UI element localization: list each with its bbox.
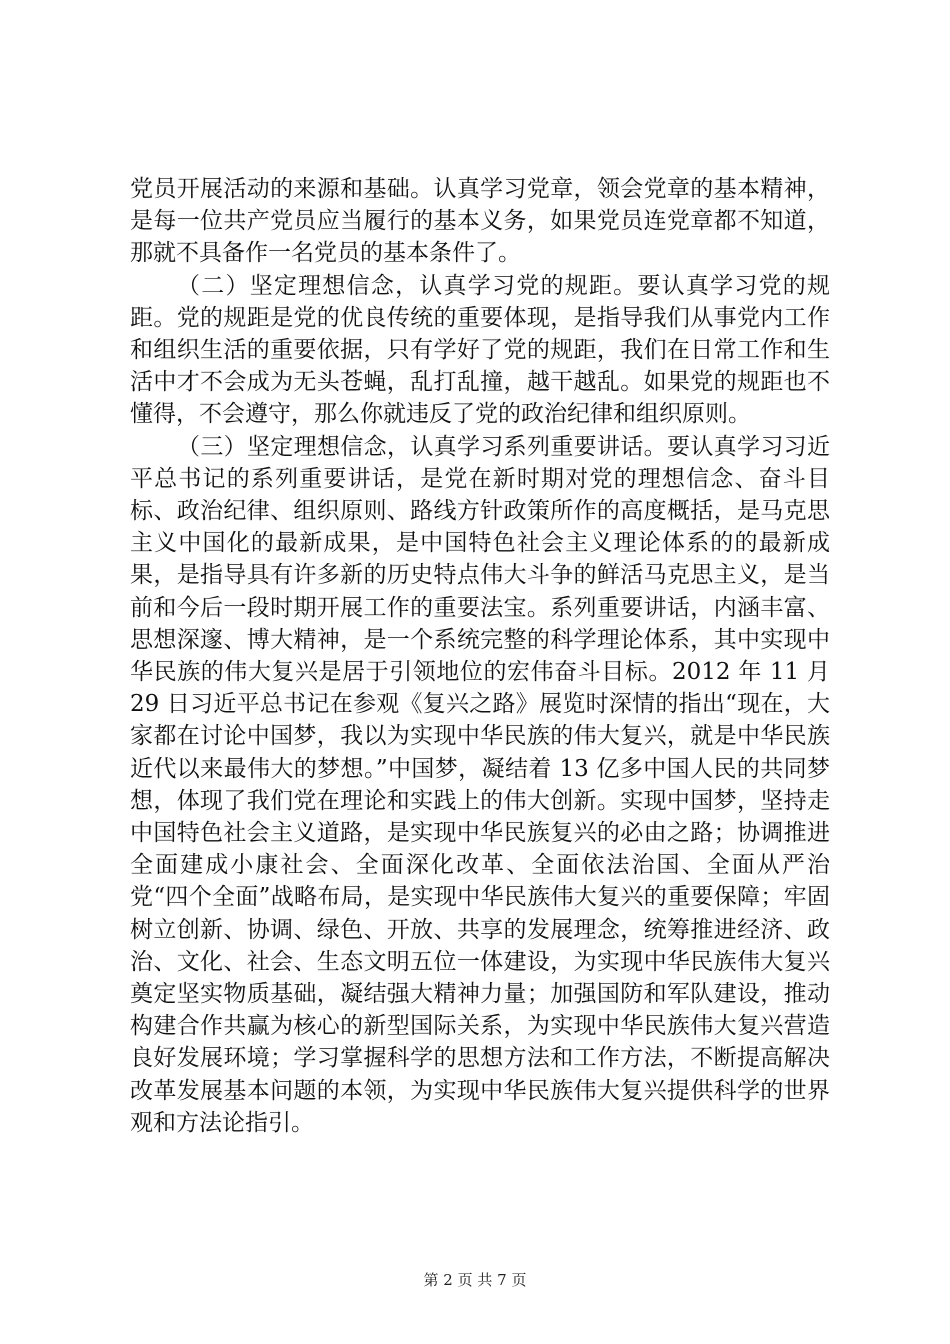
- paragraph-section-three: （三）坚定理想信念，认真学习系列重要讲话。要认真学习习近平总书记的系列重要讲话，是党在新时期对党的理想信念、奋斗目标、政治纪律、组织原则、路线方针政策所作的高度概括，是马克思主义中国化的最新成果，是中国特色社会主义理论体系的的最新成果，是指导具有许多新的历史特点伟大斗争的鲜活马克思主义，是当前和今后一段时期开展工作的重要法宝。系列重要讲话，内涵丰富、思想深邃、博大精神，是一个系统完整的科学理论体系，其中实现中华民族的伟大复兴是居于引领地位的宏伟奋斗目标。2012 年 11 月 29 日习近平总书记在参观《复兴之路》展览时深情的指出“现在，大家都在讨论中国梦，我以为实现中华民族的伟大复兴，就是中华民族近代以来最伟大的梦想。”中国梦，凝结着 13 亿多中国人民的共同梦想，体现了我们党在理论和实践上的伟大创新。实现中国梦，坚持走中国特色社会主义道路，是实现中华民族复兴的必由之路；协调推进全面建成小康社会、全面深化改革、全面依法治国、全面从严治党“四个全面”战略布局，是实现中华民族伟大复兴的重要保障；牢固树立创新、协调、绿色、开放、共享的发展理念，统筹推进经济、政治、文化、社会、生态文明五位一体建设，为实现中华民族伟大复兴奠定坚实物质基础，凝结强大精神力量；加强国防和军队建设，推动构建合作共赢为核心的新型国际关系，为实现中华民族伟大复兴营造良好发展环境；学习掌握科学的思想方法和工作方法，不断提高解决改革发展基本问题的本领，为实现中华民族伟大复兴提供科学的世界观和方法论指引。: [130, 433, 830, 1136]
- document-body: [130, 173, 830, 1139]
- paragraph-continued: 党员开展活动的来源和基础。认真学习党章，领会党章的基本精神，是每一位共产党员应当履行的基本义务，如果党员连党章都不知道，那就不具备作一名党员的基本条件了。: [130, 176, 830, 267]
- page-number-footer: 第 2 页 共 7 页: [423, 1271, 527, 1289]
- paragraph-section-two: （二）坚定理想信念，认真学习党的规距。要认真学习党的规距。党的规距是党的优良传统的重要体现，是指导我们从事党内工作和组织生活的重要依据，只有学好了党的规距，我们在日常工作和生活中才不会成为无头苍蝇，乱打乱撞，越干越乱。如果党的规距也不懂得，不会遵守，那么你就违反了党的政治纪律和组织原则。: [130, 272, 830, 428]
